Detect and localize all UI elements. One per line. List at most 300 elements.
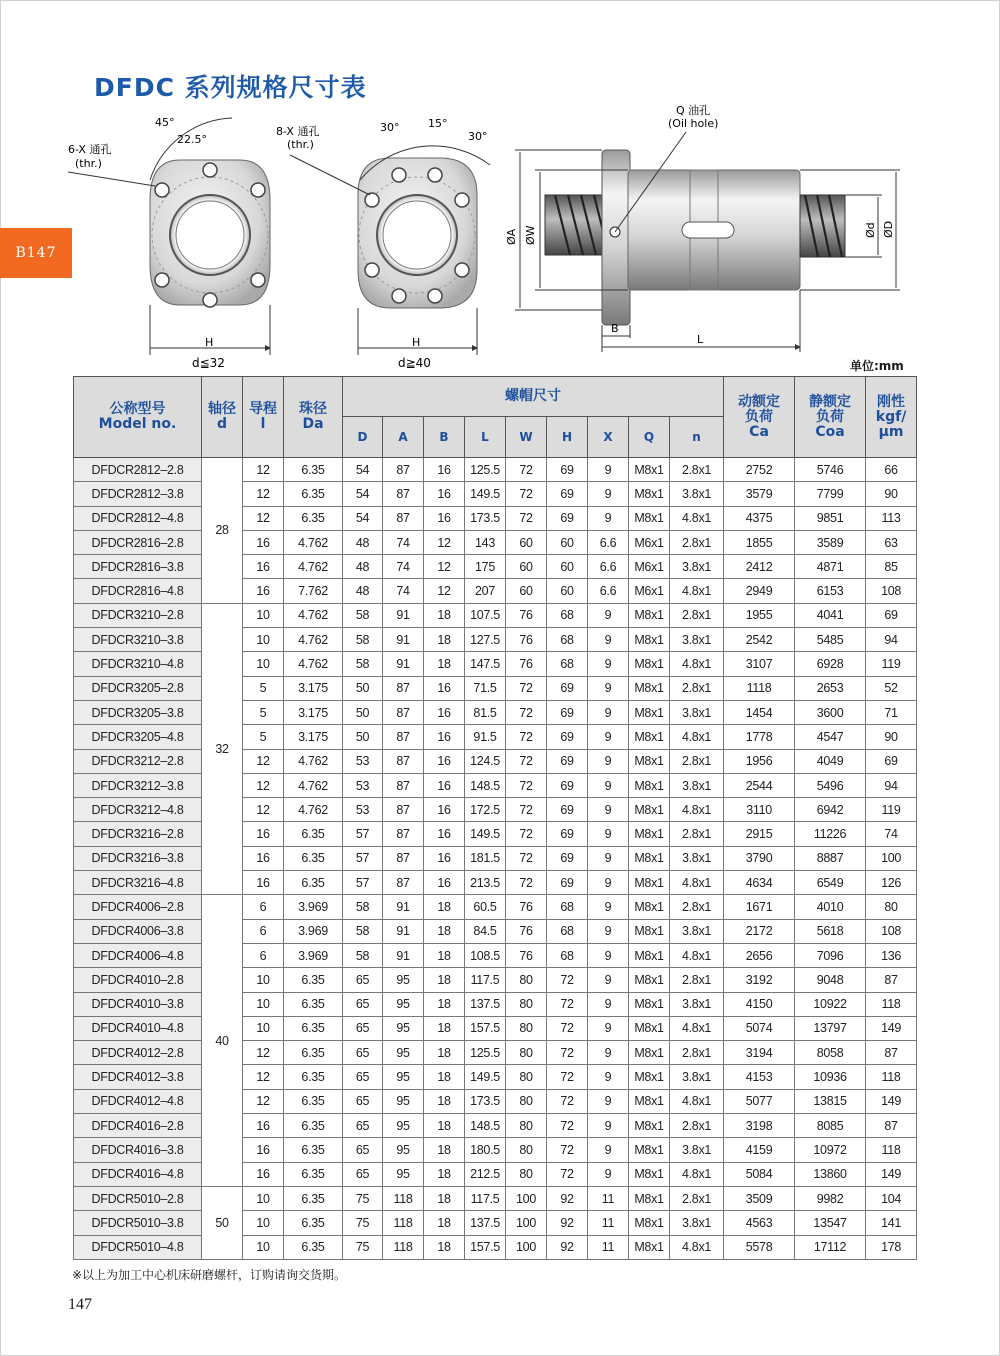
value-cell: 137.5: [465, 1211, 506, 1235]
value-cell: 9851: [795, 506, 866, 530]
header-static-load: 静额定 负荷 Coa: [795, 377, 866, 458]
value-cell: 9: [588, 943, 629, 967]
value-cell: 65: [343, 1065, 383, 1089]
value-cell: 2.8x1: [670, 603, 724, 627]
model-cell: DFDCR3205–4.8: [74, 725, 202, 749]
value-cell: 16: [243, 555, 284, 579]
table-row: [74, 968, 917, 992]
value-cell: 71.5: [465, 676, 506, 700]
svg-text:30°: 30°: [380, 121, 400, 134]
model-cell: DFDCR2812–2.8: [74, 458, 202, 482]
value-cell: 119: [866, 798, 917, 822]
value-cell: 7.762: [284, 579, 343, 603]
value-cell: 87: [383, 846, 424, 870]
value-cell: 92: [547, 1235, 588, 1259]
svg-text:Q 油孔: Q 油孔: [676, 104, 711, 117]
value-cell: 57: [343, 846, 383, 870]
value-cell: 5746: [795, 458, 866, 482]
value-cell: 149: [866, 1162, 917, 1186]
value-cell: 84.5: [465, 919, 506, 943]
header-lead: 导程 l: [243, 377, 284, 458]
value-cell: 48: [343, 530, 383, 554]
spec-table-body: [74, 458, 917, 1260]
value-cell: 16: [424, 700, 465, 724]
value-cell: 57: [343, 871, 383, 895]
svg-text:d≧40: d≧40: [398, 356, 431, 370]
value-cell: 60.5: [465, 895, 506, 919]
value-cell: 72: [506, 458, 547, 482]
value-cell: M8x1: [629, 628, 670, 652]
value-cell: 60: [547, 530, 588, 554]
value-cell: 1956: [724, 749, 795, 773]
value-cell: 18: [424, 1162, 465, 1186]
model-cell: DFDCR4010–3.8: [74, 992, 202, 1016]
value-cell: 91: [383, 603, 424, 627]
value-cell: M8x1: [629, 725, 670, 749]
value-cell: 9: [588, 749, 629, 773]
value-cell: 9048: [795, 968, 866, 992]
value-cell: 16: [424, 506, 465, 530]
value-cell: 74: [383, 579, 424, 603]
value-cell: 2172: [724, 919, 795, 943]
value-cell: 2.8x1: [670, 749, 724, 773]
value-cell: 74: [383, 530, 424, 554]
svg-text:6-X 通孔: 6-X 通孔: [68, 143, 112, 156]
model-cell: DFDCR4006–3.8: [74, 919, 202, 943]
value-cell: 9: [588, 1162, 629, 1186]
value-cell: 87: [383, 871, 424, 895]
value-cell: 10: [243, 628, 284, 652]
model-cell: DFDCR3216–3.8: [74, 846, 202, 870]
value-cell: 72: [506, 725, 547, 749]
value-cell: 91: [383, 652, 424, 676]
value-cell: 9: [588, 895, 629, 919]
value-cell: 6.35: [284, 992, 343, 1016]
value-cell: 54: [343, 506, 383, 530]
table-row: [74, 1138, 917, 1162]
value-cell: 75: [343, 1211, 383, 1235]
value-cell: 9: [588, 871, 629, 895]
value-cell: 125.5: [465, 458, 506, 482]
value-cell: 9: [588, 1041, 629, 1065]
value-cell: 9: [588, 676, 629, 700]
table-row: [74, 603, 917, 627]
value-cell: 9: [588, 700, 629, 724]
value-cell: 75: [343, 1186, 383, 1210]
value-cell: 6.35: [284, 1041, 343, 1065]
value-cell: 48: [343, 579, 383, 603]
table-row: [74, 725, 917, 749]
value-cell: 3.8x1: [670, 1138, 724, 1162]
svg-text:(thr.): (thr.): [75, 157, 102, 170]
value-cell: 16: [424, 749, 465, 773]
value-cell: 18: [424, 919, 465, 943]
value-cell: 9: [588, 458, 629, 482]
model-cell: DFDCR5010–3.8: [74, 1211, 202, 1235]
value-cell: 9: [588, 482, 629, 506]
flange-view-8-hole: [276, 117, 490, 370]
value-cell: 6.35: [284, 846, 343, 870]
value-cell: M8x1: [629, 603, 670, 627]
value-cell: 72: [506, 773, 547, 797]
svg-text:H: H: [205, 336, 214, 349]
value-cell: 125.5: [465, 1041, 506, 1065]
value-cell: 58: [343, 919, 383, 943]
value-cell: 4.762: [284, 603, 343, 627]
value-cell: 4153: [724, 1065, 795, 1089]
value-cell: 207: [465, 579, 506, 603]
value-cell: 18: [424, 1114, 465, 1138]
value-cell: 91: [383, 895, 424, 919]
value-cell: 6549: [795, 871, 866, 895]
header-sub-w: W: [506, 417, 547, 458]
value-cell: 181.5: [465, 846, 506, 870]
svg-text:15°: 15°: [428, 117, 448, 130]
value-cell: 69: [547, 822, 588, 846]
value-cell: 16: [243, 1114, 284, 1138]
value-cell: 149.5: [465, 822, 506, 846]
value-cell: 6.35: [284, 1114, 343, 1138]
value-cell: 3.969: [284, 895, 343, 919]
header-nut-size: 螺帽尺寸: [343, 377, 724, 417]
value-cell: 76: [506, 943, 547, 967]
value-cell: 3.969: [284, 943, 343, 967]
value-cell: 172.5: [465, 798, 506, 822]
value-cell: 2.8x1: [670, 530, 724, 554]
value-cell: 60: [547, 579, 588, 603]
value-cell: 11: [588, 1235, 629, 1259]
model-cell: DFDCR2816–3.8: [74, 555, 202, 579]
value-cell: M8x1: [629, 871, 670, 895]
value-cell: 136: [866, 943, 917, 967]
table-row: [74, 1041, 917, 1065]
table-row: [74, 652, 917, 676]
value-cell: 4.762: [284, 749, 343, 773]
value-cell: 118: [383, 1186, 424, 1210]
value-cell: M8x1: [629, 458, 670, 482]
value-cell: 92: [547, 1186, 588, 1210]
nut-side-view: [505, 103, 900, 352]
value-cell: 90: [866, 482, 917, 506]
value-cell: 147.5: [465, 652, 506, 676]
value-cell: M8x1: [629, 749, 670, 773]
value-cell: 95: [383, 1162, 424, 1186]
value-cell: 127.5: [465, 628, 506, 652]
value-cell: 16: [424, 676, 465, 700]
value-cell: 63: [866, 530, 917, 554]
value-cell: 3192: [724, 968, 795, 992]
model-cell: DFDCR4016–2.8: [74, 1114, 202, 1138]
value-cell: 80: [506, 1041, 547, 1065]
value-cell: 72: [547, 1089, 588, 1113]
value-cell: M8x1: [629, 676, 670, 700]
value-cell: 100: [506, 1235, 547, 1259]
value-cell: 5496: [795, 773, 866, 797]
table-row: [74, 1114, 917, 1138]
value-cell: 2656: [724, 943, 795, 967]
value-cell: 16: [424, 482, 465, 506]
value-cell: 3194: [724, 1041, 795, 1065]
value-cell: 72: [547, 1114, 588, 1138]
value-cell: 1454: [724, 700, 795, 724]
table-row: [74, 579, 917, 603]
value-cell: 4547: [795, 725, 866, 749]
flange-view-6-hole: [68, 116, 270, 370]
model-cell: DFDCR5010–2.8: [74, 1186, 202, 1210]
value-cell: 12: [243, 482, 284, 506]
value-cell: 5084: [724, 1162, 795, 1186]
value-cell: M8x1: [629, 968, 670, 992]
value-cell: 18: [424, 1089, 465, 1113]
value-cell: 6.6: [588, 579, 629, 603]
footnote: ※以上为加工中心机床研磨螺杆，订购请询交货期。: [72, 1268, 347, 1282]
value-cell: M8x1: [629, 482, 670, 506]
value-cell: 3589: [795, 530, 866, 554]
shaft-diameter-cell: 50: [202, 1186, 243, 1259]
value-cell: 157.5: [465, 1235, 506, 1259]
value-cell: 4375: [724, 506, 795, 530]
value-cell: 1778: [724, 725, 795, 749]
value-cell: 10: [243, 968, 284, 992]
value-cell: 69: [547, 506, 588, 530]
value-cell: 69: [866, 603, 917, 627]
value-cell: 10936: [795, 1065, 866, 1089]
svg-text:30°: 30°: [468, 130, 488, 143]
value-cell: 69: [547, 798, 588, 822]
model-cell: DFDCR4012–4.8: [74, 1089, 202, 1113]
value-cell: 80: [506, 1016, 547, 1040]
value-cell: 4010: [795, 895, 866, 919]
model-cell: DFDCR4012–2.8: [74, 1041, 202, 1065]
value-cell: 81.5: [465, 700, 506, 724]
value-cell: 4150: [724, 992, 795, 1016]
value-cell: 16: [243, 871, 284, 895]
model-cell: DFDCR3212–3.8: [74, 773, 202, 797]
value-cell: 6: [243, 895, 284, 919]
value-cell: 72: [547, 968, 588, 992]
value-cell: 6.35: [284, 458, 343, 482]
value-cell: 18: [424, 895, 465, 919]
value-cell: 3579: [724, 482, 795, 506]
value-cell: 5: [243, 725, 284, 749]
value-cell: 5485: [795, 628, 866, 652]
value-cell: 100: [866, 846, 917, 870]
table-row: [74, 1162, 917, 1186]
value-cell: 6.35: [284, 482, 343, 506]
table-row: [74, 943, 917, 967]
value-cell: M6x1: [629, 530, 670, 554]
value-cell: M8x1: [629, 1041, 670, 1065]
value-cell: 10: [243, 1235, 284, 1259]
model-cell: DFDCR5010–4.8: [74, 1235, 202, 1259]
value-cell: 4.8x1: [670, 943, 724, 967]
svg-text:22.5°: 22.5°: [177, 133, 207, 146]
value-cell: 12: [243, 1089, 284, 1113]
value-cell: 2.8x1: [670, 822, 724, 846]
technical-drawing: [60, 100, 920, 370]
value-cell: 9: [588, 652, 629, 676]
value-cell: 60: [506, 579, 547, 603]
value-cell: 16: [424, 822, 465, 846]
value-cell: 69: [547, 700, 588, 724]
svg-text:B: B: [611, 322, 619, 335]
value-cell: 65: [343, 992, 383, 1016]
value-cell: M8x1: [629, 1138, 670, 1162]
value-cell: 58: [343, 603, 383, 627]
value-cell: 5074: [724, 1016, 795, 1040]
value-cell: 50: [343, 700, 383, 724]
value-cell: 6.35: [284, 871, 343, 895]
value-cell: 4.8x1: [670, 871, 724, 895]
value-cell: M8x1: [629, 895, 670, 919]
value-cell: 12: [243, 506, 284, 530]
value-cell: 12: [424, 579, 465, 603]
value-cell: 4.8x1: [670, 1089, 724, 1113]
table-row: [74, 749, 917, 773]
value-cell: 2542: [724, 628, 795, 652]
value-cell: 5: [243, 676, 284, 700]
table-row: [74, 676, 917, 700]
value-cell: 65: [343, 1041, 383, 1065]
value-cell: 8085: [795, 1114, 866, 1138]
value-cell: 3.8x1: [670, 846, 724, 870]
value-cell: 92: [547, 1211, 588, 1235]
header-sub-h: H: [547, 417, 588, 458]
value-cell: 18: [424, 968, 465, 992]
table-row: [74, 1235, 917, 1259]
value-cell: 85: [866, 555, 917, 579]
model-cell: DFDCR3216–2.8: [74, 822, 202, 846]
table-row: [74, 846, 917, 870]
header-sub-n: n: [670, 417, 724, 458]
value-cell: 94: [866, 773, 917, 797]
value-cell: 6.6: [588, 530, 629, 554]
table-row: [74, 1065, 917, 1089]
value-cell: 72: [506, 482, 547, 506]
value-cell: 9: [588, 846, 629, 870]
value-cell: 2915: [724, 822, 795, 846]
value-cell: 1855: [724, 530, 795, 554]
value-cell: 87: [383, 798, 424, 822]
value-cell: 6.35: [284, 1065, 343, 1089]
value-cell: 9: [588, 1065, 629, 1089]
value-cell: 108: [866, 579, 917, 603]
value-cell: 6942: [795, 798, 866, 822]
value-cell: 12: [424, 530, 465, 554]
value-cell: 18: [424, 1186, 465, 1210]
value-cell: 1118: [724, 676, 795, 700]
value-cell: 2.8x1: [670, 676, 724, 700]
value-cell: 11226: [795, 822, 866, 846]
value-cell: 6: [243, 943, 284, 967]
value-cell: 66: [866, 458, 917, 482]
value-cell: 3.8x1: [670, 773, 724, 797]
value-cell: M8x1: [629, 1114, 670, 1138]
unit-label: 单位:mm: [850, 359, 904, 373]
shaft-diameter-cell: 32: [202, 603, 243, 895]
page-title: DFDC 系列规格尺寸表: [94, 73, 367, 102]
header-ball: 珠径 Da: [284, 377, 343, 458]
value-cell: 11: [588, 1211, 629, 1235]
value-cell: 6.35: [284, 1186, 343, 1210]
value-cell: 104: [866, 1186, 917, 1210]
value-cell: 72: [547, 1065, 588, 1089]
header-sub-x: X: [588, 417, 629, 458]
svg-text:(thr.): (thr.): [287, 138, 314, 151]
value-cell: 16: [243, 530, 284, 554]
value-cell: 12: [243, 1041, 284, 1065]
svg-text:H: H: [412, 336, 421, 349]
value-cell: 95: [383, 1114, 424, 1138]
value-cell: M8x1: [629, 1162, 670, 1186]
value-cell: 10: [243, 1186, 284, 1210]
value-cell: 117.5: [465, 1186, 506, 1210]
value-cell: 3.8x1: [670, 1211, 724, 1235]
model-cell: DFDCR4010–2.8: [74, 968, 202, 992]
value-cell: 80: [866, 895, 917, 919]
value-cell: M6x1: [629, 579, 670, 603]
value-cell: 2.8x1: [670, 968, 724, 992]
value-cell: 80: [506, 1162, 547, 1186]
value-cell: 95: [383, 968, 424, 992]
table-row: [74, 871, 917, 895]
value-cell: 69: [547, 725, 588, 749]
model-cell: DFDCR4006–4.8: [74, 943, 202, 967]
value-cell: 4.8x1: [670, 652, 724, 676]
model-cell: DFDCR3210–4.8: [74, 652, 202, 676]
value-cell: M8x1: [629, 773, 670, 797]
value-cell: 3.8x1: [670, 919, 724, 943]
value-cell: 71: [866, 700, 917, 724]
value-cell: 53: [343, 773, 383, 797]
value-cell: 5: [243, 700, 284, 724]
table-row: [74, 919, 917, 943]
value-cell: 212.5: [465, 1162, 506, 1186]
value-cell: 53: [343, 798, 383, 822]
value-cell: 9: [588, 1114, 629, 1138]
value-cell: 69: [547, 773, 588, 797]
model-cell: DFDCR2816–4.8: [74, 579, 202, 603]
value-cell: 12: [243, 773, 284, 797]
svg-text:Ød: Ød: [864, 222, 877, 238]
value-cell: 87: [383, 749, 424, 773]
table-row: [74, 798, 917, 822]
value-cell: 8058: [795, 1041, 866, 1065]
value-cell: 113: [866, 506, 917, 530]
value-cell: 18: [424, 603, 465, 627]
value-cell: 87: [383, 822, 424, 846]
value-cell: 9: [588, 919, 629, 943]
value-cell: 3.8x1: [670, 992, 724, 1016]
value-cell: 100: [506, 1186, 547, 1210]
value-cell: 75: [343, 1235, 383, 1259]
value-cell: M8x1: [629, 992, 670, 1016]
value-cell: 91: [383, 943, 424, 967]
value-cell: 149: [866, 1089, 917, 1113]
value-cell: 69: [547, 458, 588, 482]
value-cell: M8x1: [629, 506, 670, 530]
value-cell: 6928: [795, 652, 866, 676]
value-cell: 52: [866, 676, 917, 700]
model-cell: DFDCR2812–3.8: [74, 482, 202, 506]
value-cell: 2.8x1: [670, 1114, 724, 1138]
value-cell: 6.35: [284, 1089, 343, 1113]
value-cell: 5578: [724, 1235, 795, 1259]
value-cell: 6.35: [284, 1211, 343, 1235]
value-cell: 16: [424, 798, 465, 822]
value-cell: 9: [588, 992, 629, 1016]
value-cell: 18: [424, 652, 465, 676]
